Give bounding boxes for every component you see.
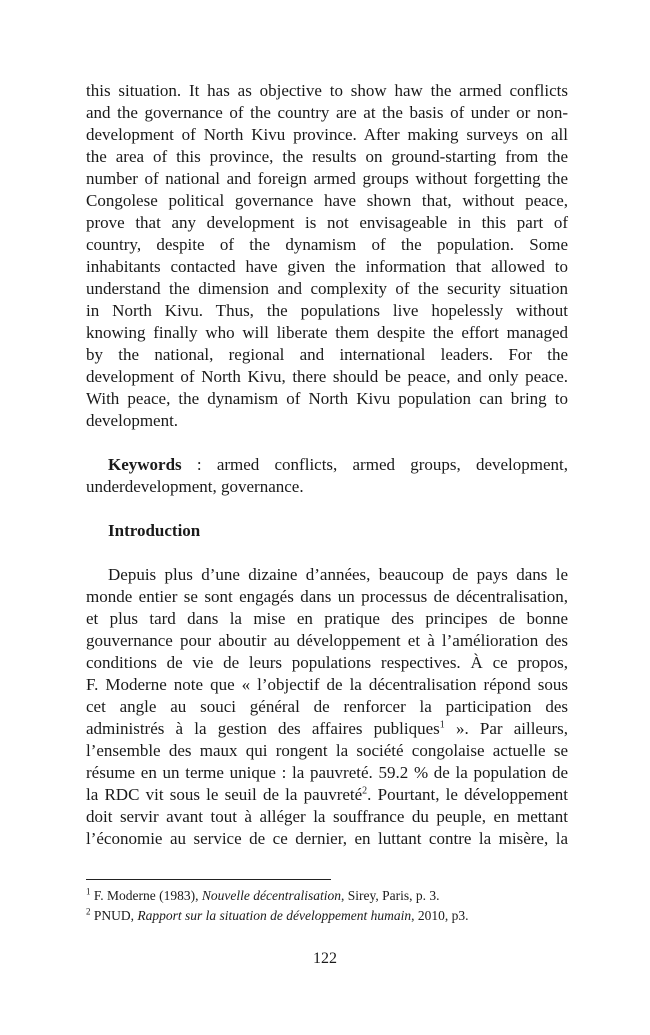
abstract-line: and the governance of the country are at the basis of under or non- <box>86 103 568 122</box>
footnote-ref[interactable]: 2 <box>362 785 368 797</box>
keywords-text: : armed conflicts, armed groups, development, <box>181 455 568 474</box>
intro-line: cet angle au souci général de renforcer la participation des <box>86 697 568 716</box>
intro-line: F. Moderne note que « l’objectif de la décentralisation répond sous <box>86 675 568 694</box>
abstract-line: in North Kivu. Thus, the populations live hopelessly without <box>86 301 568 320</box>
footnote-title: Nouvelle décentralisation <box>201 888 341 903</box>
footnote <box>86 886 568 906</box>
intro-line: et plus tard dans la mise en pratique des principes de bonne <box>86 609 568 628</box>
footnote-number: 1 <box>86 886 91 897</box>
keywords-line: underdevelopment, governance. <box>86 477 304 496</box>
abstract-line: With peace, the dynamism of North Kivu population can bring to <box>86 389 568 408</box>
footnotes <box>86 886 568 926</box>
intro-line: conditions de vie de leurs populations respectives. À ce propos, <box>86 653 568 672</box>
intro-line-text: . Pourtant, le développement <box>367 785 568 804</box>
abstract-line: prove that any development is not envisageable in this part of <box>86 213 568 232</box>
abstract-line: by the national, regional and international leaders. For the <box>86 345 568 364</box>
abstract-line: the area of this province, the results on ground-starting from the <box>86 147 568 166</box>
intro-line: Depuis plus d’une dizaine d’années, beaucoup de pays dans le <box>108 565 568 584</box>
abstract-paragraph <box>86 80 568 432</box>
intro-line-text: ». Par ailleurs, <box>444 719 569 738</box>
footnote-text: , Sirey, Paris, p. 3. <box>341 888 440 903</box>
keywords-label: Keywords <box>108 455 182 474</box>
page-body <box>86 80 568 850</box>
intro-line-text: la RDC vit sous le seuil de la pauvreté <box>86 785 363 804</box>
footnote-text: , 2010, p3. <box>411 908 469 923</box>
intro-line-text: administrés à la gestion des affaires publiques <box>86 719 440 738</box>
footnote-separator <box>86 879 331 880</box>
intro-line: l’économie au service de ce dernier, en luttant contre la misère, la <box>86 829 568 848</box>
page-number: 122 <box>313 950 337 967</box>
keywords-line <box>86 454 568 476</box>
paragraph-gap <box>86 542 568 564</box>
paragraph-gap <box>86 498 568 520</box>
abstract-line: knowing finally who will liberate them despite the effort managed <box>86 323 568 342</box>
footnote-text: PNUD, <box>90 908 138 923</box>
intro-paragraph <box>86 564 568 850</box>
footnote <box>86 906 568 926</box>
abstract-line: development. <box>86 411 179 430</box>
abstract-line: number of national and foreign armed groups without forgetting the <box>86 169 568 188</box>
section-heading: Introduction <box>108 521 201 540</box>
abstract-line: understand the dimension and complexity of the security situation <box>86 279 568 298</box>
abstract-line: development of North Kivu province. After making surveys on all <box>86 125 568 144</box>
paragraph-gap <box>86 432 568 454</box>
abstract-line: country, despite of the dynamism of the population. Some <box>86 235 568 254</box>
intro-line: gouvernance pour aboutir au développement et à l’amélioration des <box>86 631 568 650</box>
intro-line: résume en un terme unique : la pauvreté. 59.2 % de la population de <box>86 763 568 782</box>
intro-line <box>86 784 568 806</box>
intro-line: l’ensemble des maux qui rongent la société congolaise actuelle se <box>86 741 568 760</box>
footnote-number: 2 <box>86 906 91 917</box>
intro-line <box>86 718 568 740</box>
abstract-line: this situation. It has as objective to show haw the armed conflicts <box>86 81 568 100</box>
intro-line: doit servir avant tout à alléger la souffrance du peuple, en mettant <box>86 807 568 826</box>
abstract-line: Congolese political governance have shown that, without peace, <box>86 191 568 210</box>
abstract-line: inhabitants contacted have given the information that allowed to <box>86 257 568 276</box>
keywords-paragraph <box>86 454 568 498</box>
footnote-text: F. Moderne (1983), <box>90 888 202 903</box>
footnote-ref[interactable]: 1 <box>439 719 445 731</box>
footnote-title: Rapport sur la situation de développement humain <box>137 908 412 923</box>
abstract-line: development of North Kivu, there should be peace, and only peace. <box>86 367 568 386</box>
intro-line: monde entier se sont engagés dans un processus de décentralisation, <box>86 587 568 606</box>
